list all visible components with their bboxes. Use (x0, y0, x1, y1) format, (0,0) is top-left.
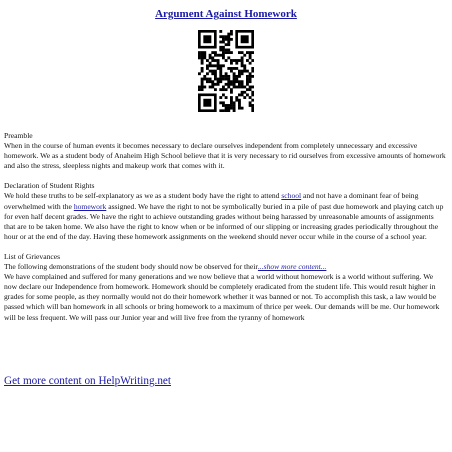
rights-heading: Declaration of Student Rights (4, 181, 95, 191)
rights-section (4, 181, 446, 242)
grievances-intro: The following demonstrations of the student body should now be observed for their (4, 262, 258, 272)
grievances-section (4, 252, 446, 323)
preamble-text: When in the course of human events it becomes necessary to declare ourselves independent from completely unnecessary and excessive homework. We as a student body of Anaheim High School believe that it is very necessary to rid ourselves from excessive amounts of homework and also the stress, sleepless nights and makeup work that comes with it. (4, 141, 446, 171)
preamble-heading: Preamble (4, 131, 33, 140)
grievances-heading: List of Grievances (4, 251, 61, 261)
school-link[interactable]: school (281, 191, 302, 201)
show-more-content-link[interactable]: ...show more content... (257, 262, 327, 272)
homework-link[interactable]: homework (73, 201, 107, 211)
rights-paragraph (4, 191, 446, 241)
helpwriting-footer-link[interactable]: Get more content on HelpWriting.net (4, 375, 172, 387)
grievances-intro-line (4, 262, 446, 272)
document-body (4, 131, 446, 333)
preamble-section (4, 131, 446, 171)
grievances-text: We have complained and suffered for many generations and we now believe that a world without homework is a world without suffering. We now declare our Independence from homework. Homework should be completely eradicated from the student life. This would result higher in grades for some people, as they normally would not do their homework whether it was banned or not. To accomplish this task, a law would be passed which will ban homework in all schools or bring homework to a maximum of thrice per week. Our demands will be me. Our homework will be less frequent. We will pass our Junior year and will live free from the tyranny of homework (4, 272, 440, 322)
document-title-link[interactable]: Argument Against Homework (155, 8, 297, 20)
qr-code-icon (198, 30, 254, 112)
rights-text-3: assigned. We have the right to not be symbolically buried in a pile of past due homework and playing catch up for even half decent grades. We have the right to achieve outstanding grades without being harassed by unreasonable amounts of assignments that are to be taken home. We also have the right to know when or be informed of our slipping or increasing grades periodically throughout the hour or at the end of the day. Having these homework assignments on the weekend should never occur while in the course of a school year. (4, 201, 444, 241)
rights-text-2: and not have a dominant fear of being overwhelmed with the (4, 191, 419, 211)
rights-text-1: We hold these truths to be self-explanatory as we as a student body have the right to attend (4, 191, 282, 201)
